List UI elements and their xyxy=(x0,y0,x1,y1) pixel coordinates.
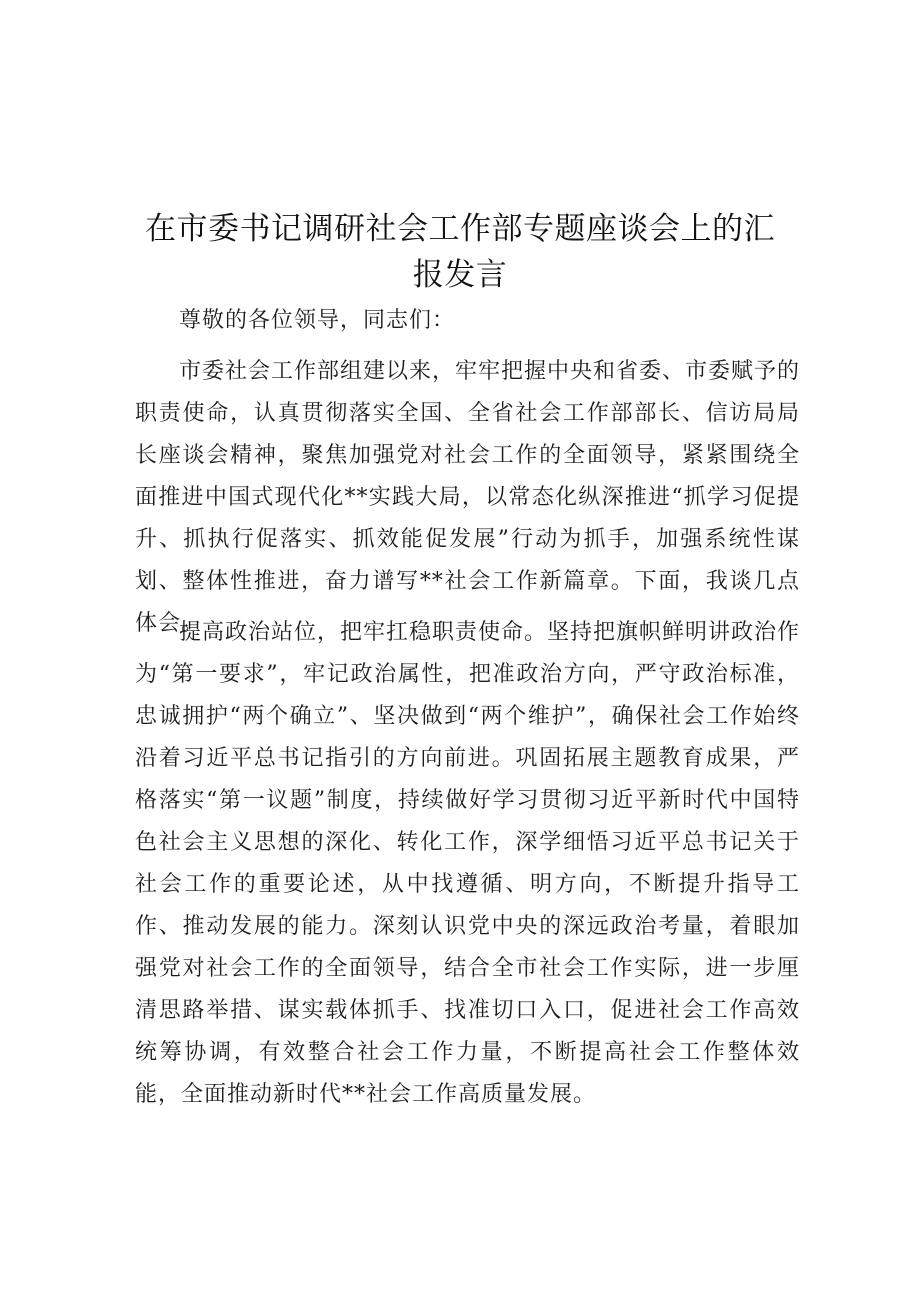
salutation: 尊敬的各位领导，同志们： xyxy=(179,308,456,333)
paragraph-1: 市委社会工作部组建以来，牢牢把握中央和省委、市委赋予的职责使命，认真贯彻落实全国、全省社会工作部部长、信访局局长座谈会精神，聚焦加强党对社会工作的全面领导，紧紧围绕全面推进中国式现代化**实践大局，以常态化纵深推进“抓学习促提升、抓执行促落实、抓效能促发展”行动为抓手，加强系统性谋划、整体性推进，奋力谱写**社会工作新篇章。下面，我谈几点体会。 xyxy=(135,359,801,636)
document-title: 在市委书记调研社会工作部专题座谈会上的汇报发言 xyxy=(145,211,775,293)
paragraph-2: 提高政治站位，把牢扛稳职责使命。坚持把旗帜鲜明讲政治作为“第一要求”，牢记政治属性，把准政治方向，严守政治标准，忠诚拥护“两个确立”、坚决做到“两个维护”，确保社会工作始终沿着习近平总书记指引的方向前进。巩固拓展主题教育成果，严格落实“第一议题”制度，持续做好学习贯彻习近平新时代中国特色社会主义思想的深化、转化工作，深学细悟习近平总书记关于社会工作的重要论述，从中找遵循、明方向，不断提升指导工作、推动发展的能力。深刻认识党中央的深远政治考量，着眼加强党对社会工作的全面领导，结合全市社会工作实际，进一步厘清思路举措、谋实载体抓手、找准切口入口，促进社会工作高效统筹协调，有效整合社会工作力量，不断提高社会工作整体效能，全面推动新时代**社会工作高质量发展。 xyxy=(135,620,801,1107)
